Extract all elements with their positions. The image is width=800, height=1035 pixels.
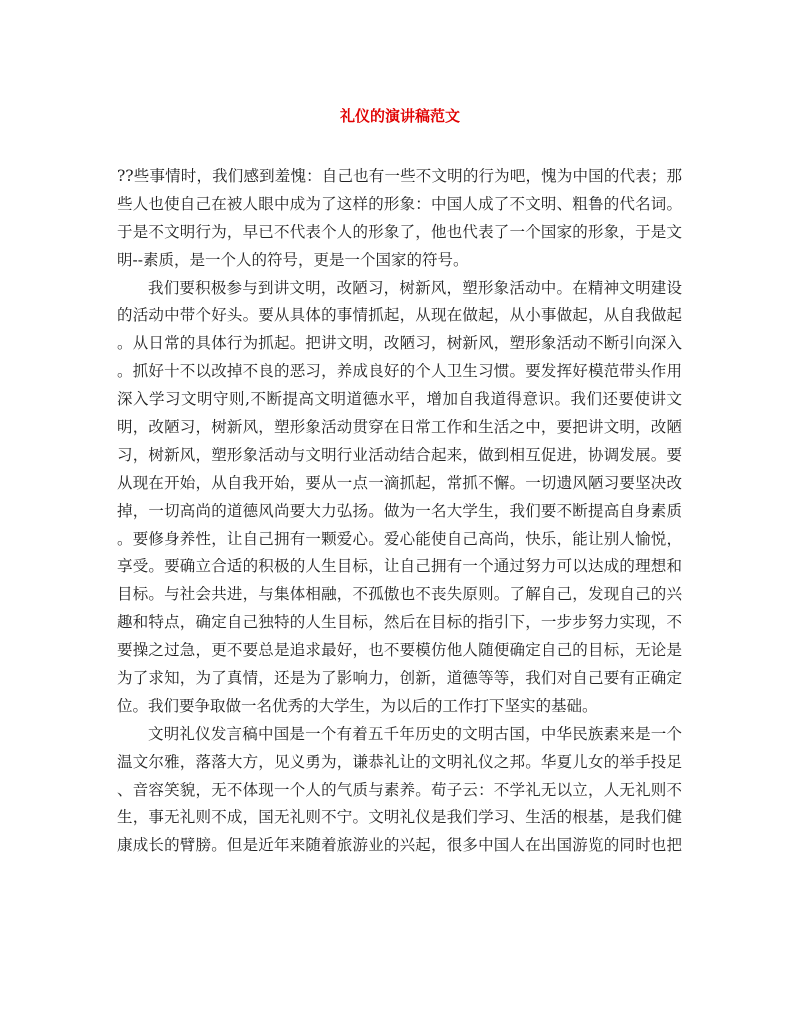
text-line: 掉，一切高尚的道德风尚要大力弘扬。做为一名大学生，我们要不断提高自身素质 — [117, 501, 682, 520]
text-line: 趣和特点，确定自己独特的人生目标，然后在目标的指引下，一步步努力实现，不 — [117, 613, 682, 632]
text-line: 。要修身养性，让自己拥有一颗爱心。爱心能使自己高尚，快乐，能让别人愉悦， — [117, 529, 682, 548]
paragraph — [117, 275, 682, 721]
text-line: 从现在开始，从自我开始，要从一点一滴抓起，常抓不懈。一切遗风陋习要坚决改 — [117, 473, 682, 492]
text-line: 。从日常的具体行为抓起。把讲文明，改陋习，树新风，塑形象活动不断引向深入 — [117, 334, 682, 353]
text-line: 我们要积极参与到讲文明，改陋习，树新风，塑形象活动中。在精神文明建设 — [148, 278, 682, 297]
text-line: 温文尔雅，落落大方，见义勇为，谦恭礼让的文明礼仪之邦。华夏儿女的举手投足 — [117, 752, 682, 771]
document-body — [117, 163, 682, 860]
text-line: 、音容笑貌，无不体现一个人的气质与素养。荀子云：不学礼无以立，人无礼则不 — [117, 780, 682, 799]
text-line: 目标。与社会共进，与集体相融，不孤傲也不丧失原则。了解自己，发现自己的兴 — [117, 585, 682, 604]
text-line: 些人也使自己在被人眼中成为了这样的形象：中国人成了不文明、粗鲁的代名词。 — [117, 194, 682, 213]
text-line: 享受。要确立合适的积极的人生目标，让自己拥有一个通过努力可以达成的理想和 — [117, 557, 682, 576]
text-line: 康成长的臂膀。但是近年来随着旅游业的兴起，很多中国人在出国游览的同时也把 — [117, 836, 682, 855]
document-title: 礼仪的演讲稿范文 — [339, 107, 460, 125]
text-line: ??些事情时，我们感到羞愧：自己也有一些不文明的行为吧，愧为中国的代表；那 — [117, 167, 682, 185]
text-line: 生，事无礼则不成，国无礼则不宁。文明礼仪是我们学习、生活的根基，是我们健 — [117, 808, 682, 827]
text-line: 于是不文明行为，早已不代表个人的形象了，他也代表了一个国家的形象，于是文 — [117, 222, 682, 241]
text-line: 。抓好十不以改掉不良的恶习，养成良好的个人卫生习惯。要发挥好模范带头作用 — [117, 362, 682, 381]
text-line: 位。我们要争取做一名优秀的大学生，为以后的工作打下坚实的基础。 — [117, 696, 598, 715]
text-line: 为了求知，为了真情，还是为了影响力，创新，道德等等，我们对自己要有正确定 — [117, 669, 682, 688]
paragraph — [117, 721, 682, 860]
text-line: 明，改陋习，树新风，塑形象活动贯穿在日常工作和生活之中，要把讲文明，改陋 — [117, 418, 682, 437]
text-line: 要操之过急，更不要总是追求最好，也不要模仿他人随便确定自己的目标，无论是 — [117, 641, 682, 660]
text-line: 习，树新风，塑形象活动与文明行业活动结合起来，做到相互促进，协调发展。要 — [117, 445, 682, 464]
text-line: 深入学习文明守则,不断提高文明道德水平，增加自我道得意识。我们还要使讲文 — [117, 390, 682, 409]
text-line: 的活动中带个好头。要从具体的事情抓起，从现在做起，从小事做起，从自我做起 — [117, 306, 682, 325]
text-line: 明--素质，是一个人的符号，更是一个国家的符号。 — [117, 250, 469, 269]
paragraph — [117, 163, 682, 275]
text-line: 文明礼仪发言稿中国是一个有着五千年历史的文明古国，中华民族素来是一个 — [148, 724, 682, 743]
